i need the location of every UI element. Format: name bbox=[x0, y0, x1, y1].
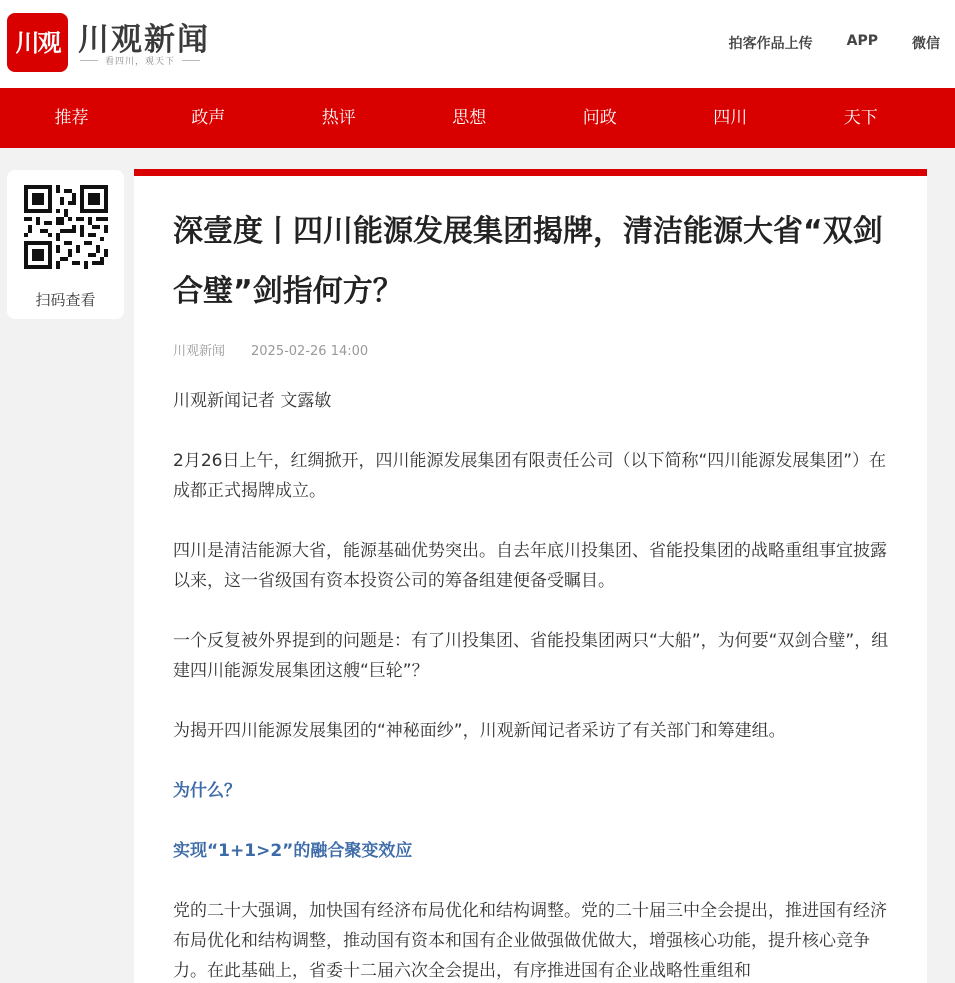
site-slogan: 看四川，观天下 bbox=[80, 54, 200, 67]
article bbox=[134, 169, 927, 983]
section-heading: 为什么？ bbox=[173, 781, 241, 801]
nav-item-recommend[interactable]: 推荐 bbox=[54, 108, 89, 128]
qr-code-icon bbox=[24, 185, 108, 269]
nav-item-politics[interactable]: 政声 bbox=[191, 108, 226, 128]
nav-item-inquiry[interactable]: 问政 bbox=[582, 108, 617, 128]
nav-item-world[interactable]: 天下 bbox=[843, 108, 878, 128]
app-link[interactable]: APP bbox=[846, 33, 878, 49]
nav-item-sichuan[interactable]: 四川 bbox=[713, 108, 748, 128]
site-header bbox=[0, 0, 955, 88]
article-byline: 川观新闻记者 文露敏 bbox=[173, 391, 332, 411]
article-source[interactable]: 川观新闻 bbox=[173, 344, 226, 359]
main-nav bbox=[0, 88, 955, 148]
article-date: 2025-02-26 14:00 bbox=[251, 344, 369, 359]
article-meta bbox=[173, 340, 368, 359]
nav-item-commentary[interactable]: 热评 bbox=[321, 108, 356, 128]
article-title: 深壹度丨四川能源发展集团揭牌，清洁能源大省“双剑合璧”剑指何方？ bbox=[173, 214, 883, 309]
wechat-link[interactable]: 微信 bbox=[912, 36, 940, 52]
article-body bbox=[173, 386, 889, 983]
upload-link[interactable]: 拍客作品上传 bbox=[728, 36, 813, 52]
article-paragraph: 四川是清洁能源大省，能源基础优势突出。自去年底川投集团、省能投集团的战略重组事宜披露以来，这一省级国有资本投资公司的筹备组建便备受瞩目。 bbox=[173, 541, 887, 591]
qr-card bbox=[7, 170, 124, 319]
article-paragraph: 党的二十大强调，加快国有经济布局优化和结构调整。党的二十届三中全会提出，推进国有经济布局优化和结构调整，推动国有资本和国有企业做强做优做大，增强核心功能，提升核心竞争力。在此基础上，省委十二届六次全会提出，有序推进国有企业战略性重组和 bbox=[173, 901, 887, 981]
article-paragraph: 2月26日上午，红绸掀开，四川能源发展集团有限责任公司（以下简称“四川能源发展集团”）在成都正式揭牌成立。 bbox=[173, 451, 887, 501]
site-name[interactable]: 川观新闻 bbox=[78, 22, 210, 58]
nav-item-thought[interactable]: 思想 bbox=[452, 108, 487, 128]
article-paragraph: 一个反复被外界提到的问题是：有了川投集团、省能投集团两只“大船”，为何要“双剑合璧”，组建四川能源发展集团这艘“巨轮”？ bbox=[173, 631, 889, 681]
header-links bbox=[729, 33, 940, 53]
qr-caption: 扫码查看 bbox=[35, 291, 96, 309]
logo-icon[interactable]: 川观 bbox=[7, 13, 68, 72]
article-paragraph: 为揭开四川能源发展集团的“神秘面纱”，川观新闻记者采访了有关部门和筹建组。 bbox=[173, 721, 786, 741]
article-subheading: 实现“1+1>2”的融合聚变效应 bbox=[173, 841, 413, 861]
